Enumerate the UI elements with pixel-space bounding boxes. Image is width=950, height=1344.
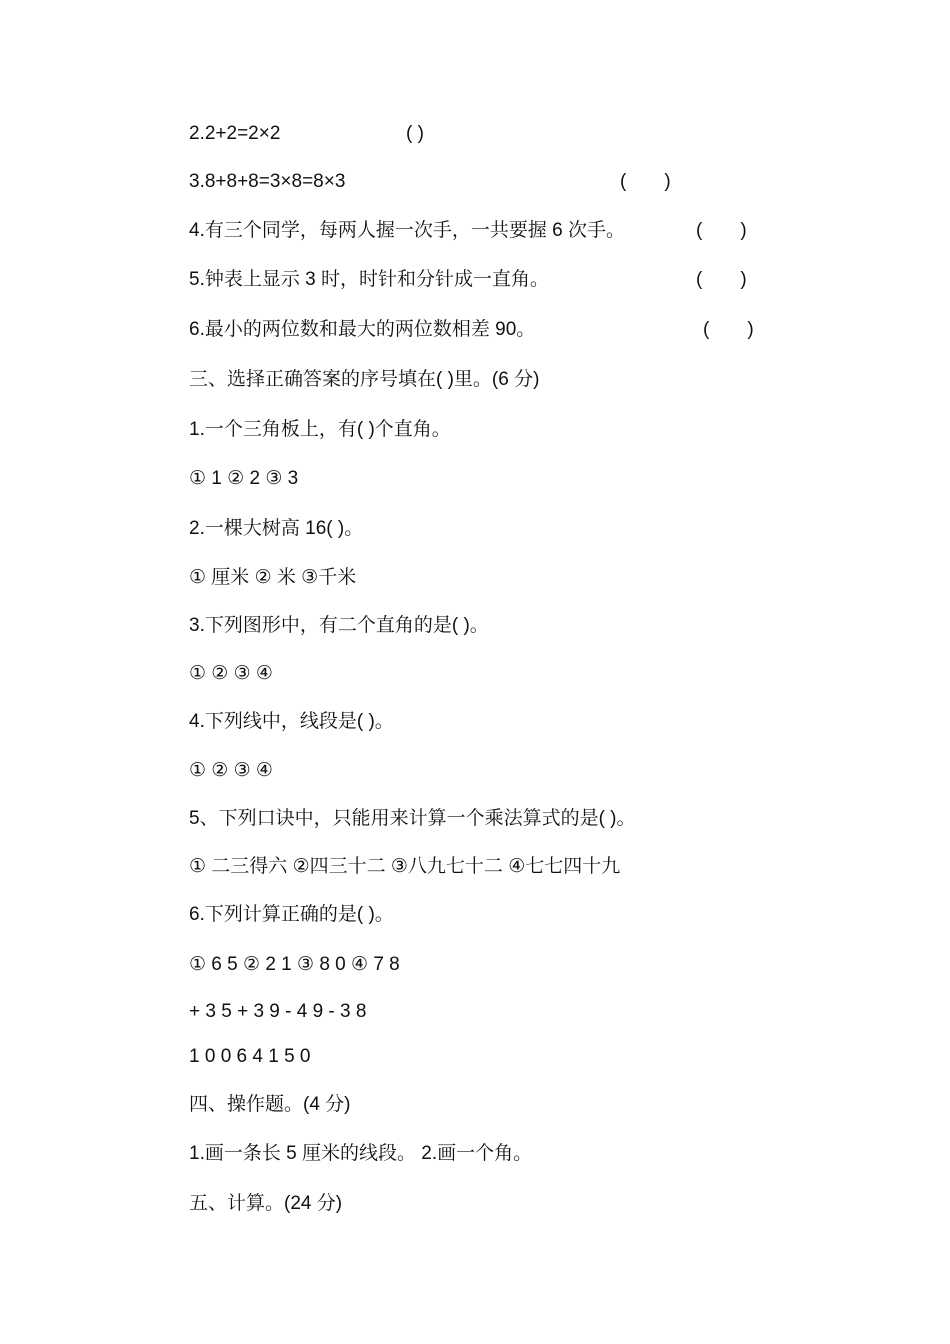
answer-paren-5[interactable]: ( ) bbox=[696, 269, 747, 290]
section-4-heading: 四、操作题。(4 分) bbox=[189, 1094, 351, 1115]
section-5-heading: 五、计算。(24 分) bbox=[189, 1193, 343, 1214]
answer-paren-3[interactable]: ( ) bbox=[620, 171, 671, 192]
answer-paren-4[interactable]: ( ) bbox=[696, 220, 747, 241]
judge-item-5: 5.钟表上显示 3 时，时针和分针成一直角。 bbox=[189, 269, 549, 290]
choice-question-5: 5、下列口诀中，只能用来计算一个乘法算式的是( )。 bbox=[189, 808, 636, 829]
judge-item-2: 2.2+2=2×2 bbox=[189, 123, 281, 144]
answer-paren-2[interactable]: ( ) bbox=[406, 123, 424, 144]
answer-paren-6[interactable]: ( ) bbox=[703, 319, 754, 340]
choice-question-6: 6.下列计算正确的是( )。 bbox=[189, 904, 394, 925]
section-3-heading: 三、选择正确答案的序号填在( )里。(6 分) bbox=[189, 369, 540, 390]
judge-item-4: 4.有三个同学，每两人握一次手，一共要握 6 次手。 bbox=[189, 220, 625, 241]
judge-item-6: 6.最小的两位数和最大的两位数相差 90。 bbox=[189, 319, 536, 340]
choice-options-6-row-3: 1 0 0 6 4 1 5 0 bbox=[189, 1046, 311, 1067]
judge-item-3: 3.8+8+8=3×8=8×3 bbox=[189, 171, 346, 192]
choice-question-3: 3.下列图形中，有二个直角的是( )。 bbox=[189, 615, 489, 636]
choice-options-3: ① ② ③ ④ bbox=[189, 663, 273, 684]
choice-question-4: 4.下列线中，线段是( )。 bbox=[189, 711, 394, 732]
choice-options-6-row-1: ① 6 5 ② 2 1 ③ 8 0 ④ 7 8 bbox=[189, 954, 400, 975]
choice-options-4: ① ② ③ ④ bbox=[189, 760, 273, 781]
operation-items: 1.画一条长 5 厘米的线段。 2.画一个角。 bbox=[189, 1143, 533, 1164]
choice-options-1: ① 1 ② 2 ③ 3 bbox=[189, 468, 299, 489]
choice-question-2: 2.一棵大树高 16( )。 bbox=[189, 518, 364, 539]
choice-question-1: 1.一个三角板上，有( )个直角。 bbox=[189, 419, 451, 440]
choice-options-6-row-2: + 3 5 + 3 9 - 4 9 - 3 8 bbox=[189, 1001, 367, 1022]
choice-options-2: ① 厘米 ② 米 ③千米 bbox=[189, 567, 357, 588]
choice-options-5: ① 二三得六 ②四三十二 ③八九七十二 ④七七四十九 bbox=[189, 856, 621, 877]
